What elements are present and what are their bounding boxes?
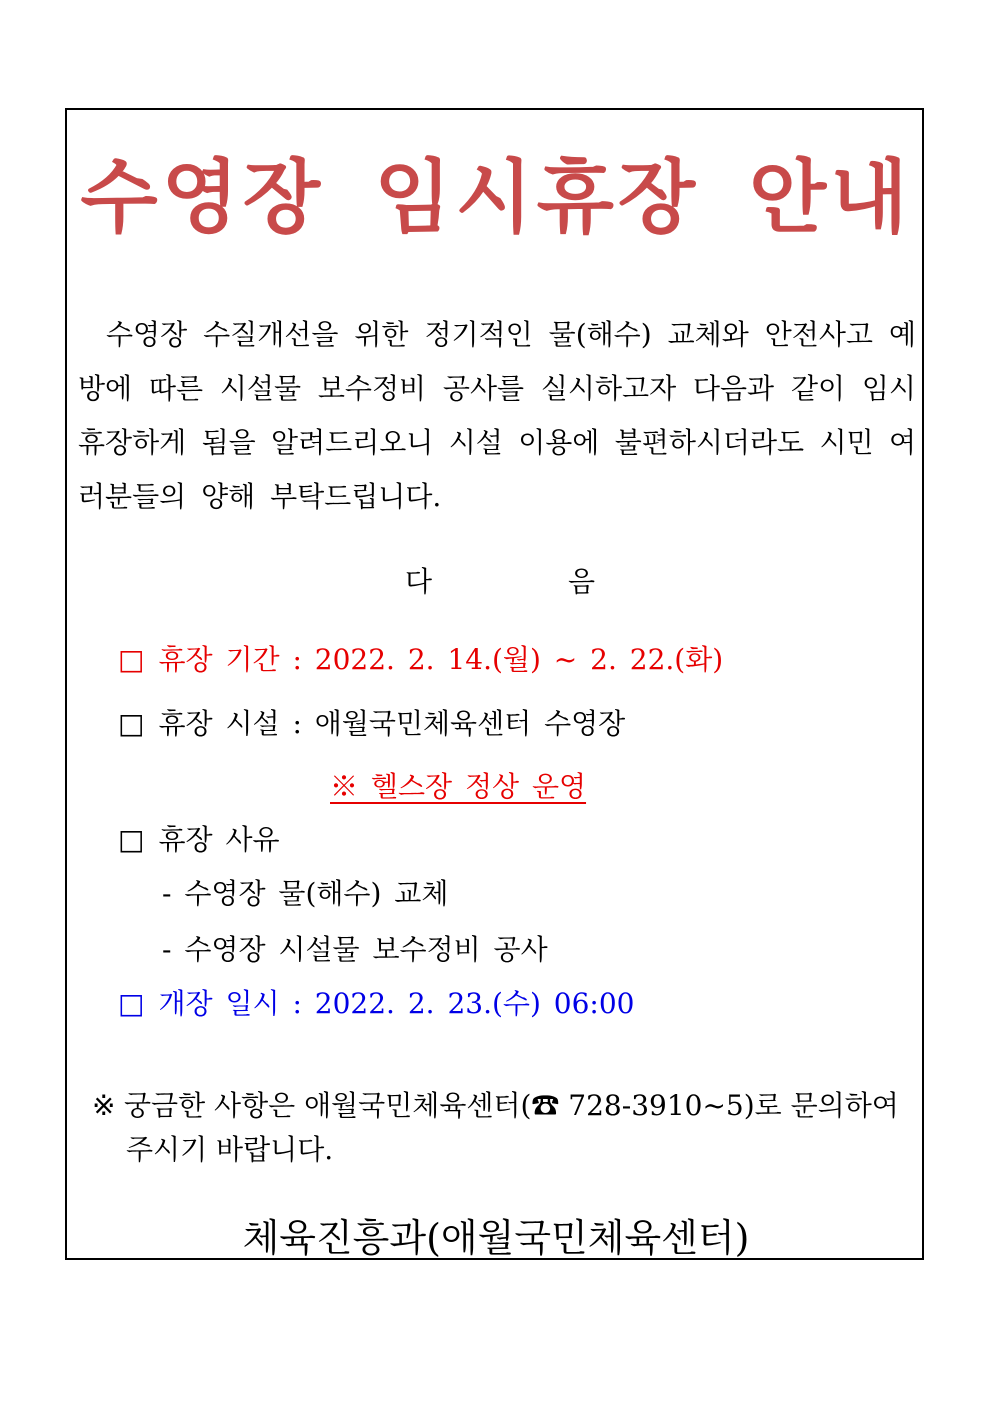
next-heading-char-1: 다 [405, 565, 433, 598]
closure-reason-item [118, 820, 280, 860]
reference-mark-icon: ※ [92, 1089, 116, 1122]
closure-reason-2: - 수영장 시설물 보수정비 공사 [162, 933, 548, 966]
inquiry-notice-line-1 [92, 1084, 914, 1128]
checkbox-square-icon: □ [118, 707, 145, 740]
page-title: 수영장 임시휴장 안내 [80, 151, 912, 244]
inquiry-notice-line-2: 주시기 바랍니다. [126, 1133, 334, 1166]
issuing-department: 체육진흥과(애월국민체육센터) [242, 1216, 750, 1260]
checkbox-square-icon: □ [118, 643, 145, 676]
checkbox-square-icon: □ [118, 823, 145, 856]
inquiry-notice [92, 1084, 914, 1172]
checkbox-square-icon: □ [118, 987, 145, 1020]
next-heading [405, 562, 595, 602]
closure-reason-1: - 수영장 물(해수) 교체 [162, 877, 449, 910]
closure-period-item [118, 640, 723, 680]
intro-paragraph: 수영장 수질개선을 위한 정기적인 물(해수) 교체와 안전사고 예방에 따른 시설물 보수정비 공사를 실시하고자 다음과 같이 임시 휴장하게 됨을 알려드리오니 시설 이용에 불편하시더라도 시민 여러분들의 양해 부탁드립니다. [78, 318, 916, 513]
reopen-item [118, 984, 635, 1024]
closure-facility-item [118, 704, 625, 744]
closure-period-text: 휴장 기간 : 2022. 2. 14.(월) ~ 2. 22.(화) [158, 643, 724, 676]
next-heading-char-2: 음 [567, 565, 595, 598]
inquiry-text: 궁금한 사항은 애월국민체육센터(☎ 728-3910~5)로 문의하여 [124, 1089, 899, 1122]
closure-reason-label: 휴장 사유 [158, 823, 280, 856]
closure-facility-text: 휴장 시설 : 애월국민체육센터 수영장 [158, 707, 626, 740]
reopen-text: 개장 일시 : 2022. 2. 23.(수) 06:00 [158, 987, 635, 1020]
gym-operation-note: ※ 헬스장 정상 운영 [330, 770, 587, 803]
